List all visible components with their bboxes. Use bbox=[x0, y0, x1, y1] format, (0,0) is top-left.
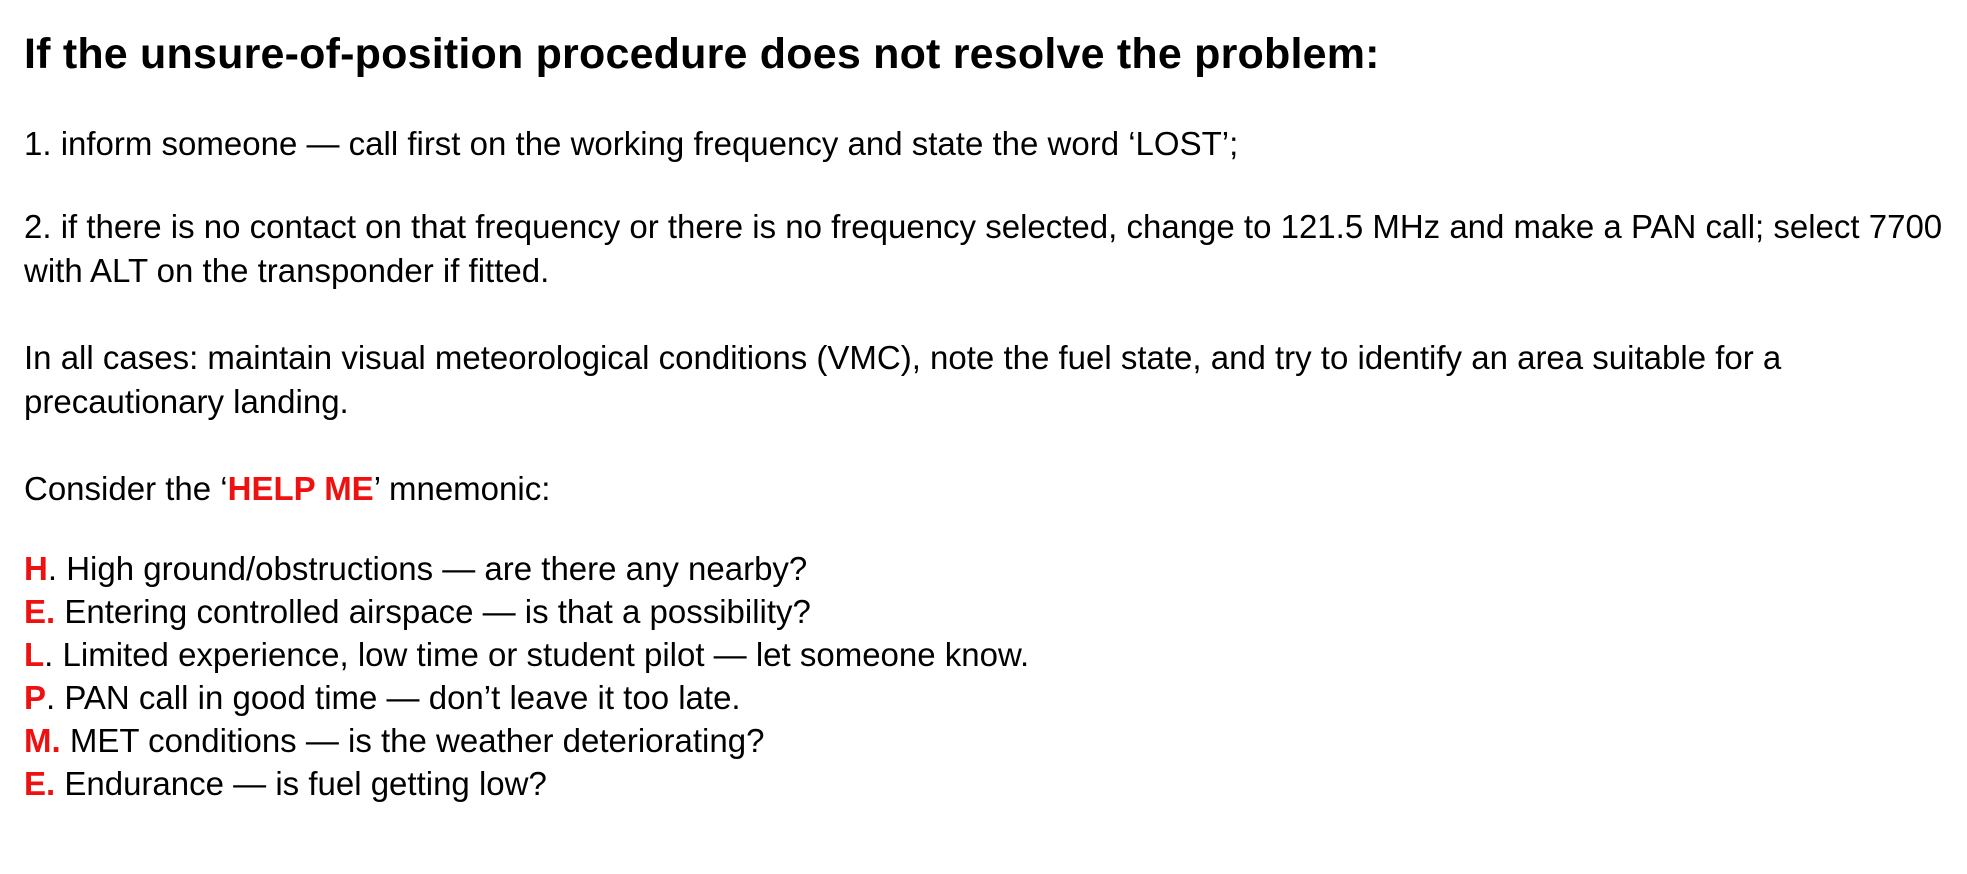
mnemonic-letter: M. bbox=[24, 722, 61, 759]
mnemonic-text: High ground/obstructions — are there any nearby? bbox=[66, 550, 808, 587]
step-2-text: 2. if there is no contact on that frequency or there is no frequency selected, change to 121.5 MHz and make a PAN call; select 7700 with ALT on the transponder if fitted. bbox=[24, 208, 1943, 289]
consider-suffix: ’ mnemonic: bbox=[373, 470, 551, 507]
consider-prefix: Consider the ‘ bbox=[24, 470, 228, 507]
mnemonic-text: MET conditions — is the weather deteriorating? bbox=[69, 722, 765, 759]
mnemonic-separator bbox=[55, 593, 64, 630]
page-title: If the unsure-of-position procedure does not resolve the problem: bbox=[24, 30, 1380, 78]
step-1-text: 1. inform someone — call first on the working frequency and state the word ‘LOST’; bbox=[24, 125, 1239, 162]
mnemonic-text: PAN call in good time — don’t leave it too late. bbox=[64, 679, 741, 716]
mnemonic-separator: . bbox=[47, 550, 67, 587]
mnemonic-item-l bbox=[24, 633, 1954, 676]
mnemonic-text: Limited experience, low time or student pilot — let someone know. bbox=[62, 636, 1030, 673]
mnemonic-letter: E. bbox=[24, 765, 56, 802]
mnemonic-text: Entering controlled airspace — is that a possibility? bbox=[64, 593, 811, 630]
mnemonic-item-m bbox=[24, 719, 1954, 762]
mnemonic-separator bbox=[61, 722, 70, 759]
mnemonic-item-p bbox=[24, 676, 1954, 719]
consider-mnemonic-text bbox=[24, 467, 1954, 511]
document-page bbox=[24, 28, 1954, 805]
mnemonic-separator: . bbox=[46, 679, 65, 716]
mnemonic-letter: E. bbox=[24, 593, 56, 630]
mnemonic-item-e2 bbox=[24, 762, 1954, 805]
mnemonic-name: HELP ME bbox=[227, 470, 374, 507]
mnemonic-letter: H bbox=[24, 550, 48, 587]
mnemonic-letter: L bbox=[24, 636, 45, 673]
mnemonic-separator bbox=[55, 765, 64, 802]
mnemonic-item-e1 bbox=[24, 590, 1954, 633]
mnemonic-list bbox=[24, 547, 1954, 805]
mnemonic-separator: . bbox=[44, 636, 63, 673]
mnemonic-letter: P bbox=[24, 679, 47, 716]
mnemonic-text: Endurance — is fuel getting low? bbox=[64, 765, 547, 802]
all-cases-text: In all cases: maintain visual meteorological conditions (VMC), note the fuel state, and try to identify an area suitable for a precautionary landing. bbox=[24, 339, 1782, 420]
mnemonic-item-h bbox=[24, 547, 1954, 590]
